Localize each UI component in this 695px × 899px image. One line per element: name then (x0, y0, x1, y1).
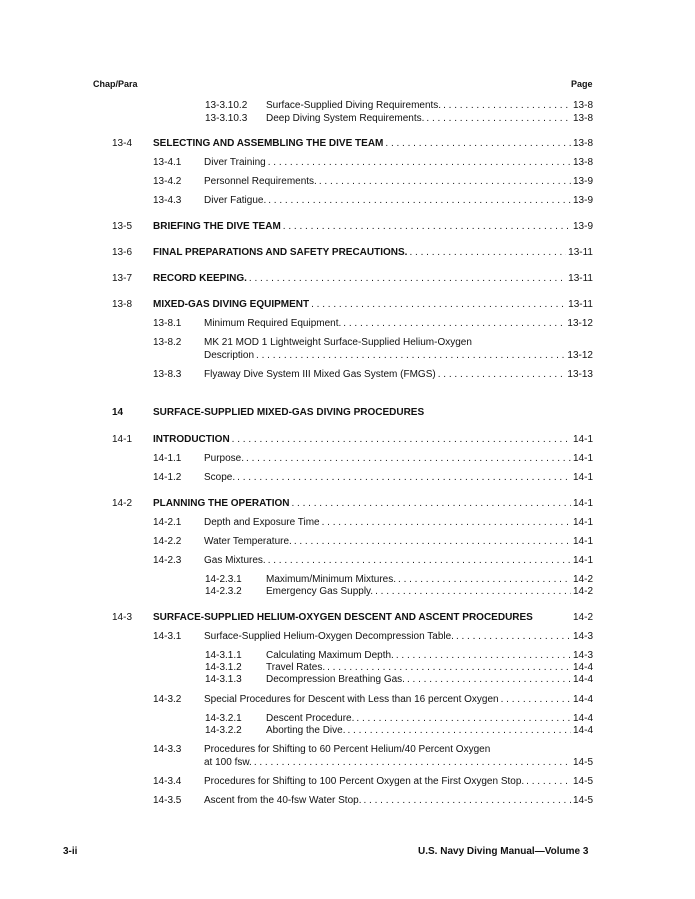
entry-number: 13-8.2 (153, 337, 182, 348)
entry-title: FINAL PREPARATIONS AND SAFETY PRECAUTIONS. (153, 247, 408, 258)
entry-title: Surface-Supplied Helium-Oxygen Decompression Table. (204, 631, 454, 642)
entry-page: 13-12 (567, 350, 593, 361)
entry-page: 14-4 (572, 662, 593, 673)
entry-number: 14-3.2.1 (205, 713, 242, 724)
entry-number: 14-2.3.2 (205, 586, 242, 597)
toc-entry (205, 650, 593, 662)
entry-number: 13-3.10.2 (205, 100, 248, 111)
entry-title: Minimum Required Equipment. (204, 318, 342, 329)
entry-page: 14-4 (572, 713, 593, 724)
entry-page: 14-5 (572, 795, 593, 806)
toc-entry (153, 776, 593, 788)
toc-entry (153, 453, 593, 465)
entry-number: 14-2.3 (153, 555, 182, 566)
entry-title: RECORD KEEPING. (153, 273, 247, 284)
entry-title: MK 21 MOD 1 Lightweight Surface-Supplied Helium-Oxygen (204, 337, 472, 348)
entry-number: 14-1.1 (153, 453, 182, 464)
entry-title: Scope. (204, 472, 236, 483)
entry-page: 13-8 (572, 157, 593, 168)
toc-entry (153, 555, 593, 567)
toc-entry (153, 517, 593, 529)
toc-entry (153, 472, 593, 484)
entry-number: 13-8.1 (153, 318, 182, 329)
entry-title: Personnel Requirements. (204, 176, 317, 187)
entry-title: Depth and Exposure Time (204, 517, 320, 528)
toc-entry (153, 369, 593, 381)
toc-entry-continuation (204, 350, 593, 362)
entry-title: Maximum/Minimum Mixtures. (266, 574, 397, 585)
entry-page: 14-1 (572, 434, 593, 445)
entry-number: 13-4.3 (153, 195, 182, 206)
entry-title: Ascent from the 40-fsw Water Stop. (204, 795, 362, 806)
entry-page: 13-9 (572, 221, 593, 232)
entry-title: Procedures for Shifting to 100 Percent Oxygen at the First Oxygen Stop. (204, 776, 525, 787)
entry-number: 14-3.2 (153, 694, 182, 705)
toc-entry (205, 574, 593, 586)
toc-section-entry (112, 434, 593, 446)
chapter-number: 14 (112, 407, 124, 418)
column-header-chap-para: Chap/Para (93, 79, 138, 89)
entry-number: 14-2.3.1 (205, 574, 242, 585)
entry-title: Emergency Gas Supply. (266, 586, 374, 597)
entry-number: 14-3.1.3 (205, 674, 242, 685)
entry-page: 13-8 (572, 138, 593, 149)
entry-title: Special Procedures for Descent with Less than 16 percent Oxygen (204, 694, 499, 705)
entry-page: 14-1 (572, 555, 593, 566)
toc-section-entry (112, 247, 593, 259)
entry-title: Travel Rates. (266, 662, 326, 673)
entry-page: 14-4 (572, 725, 593, 736)
entry-page: 13-11 (568, 273, 593, 284)
toc-entry (205, 586, 593, 598)
entry-page: 13-11 (568, 247, 593, 258)
entry-number: 13-4.2 (153, 176, 182, 187)
toc-entry (205, 662, 593, 674)
entry-page: 14-5 (572, 757, 593, 768)
toc-section-entry (112, 299, 593, 311)
entry-number: 13-6 (112, 247, 133, 258)
entry-number: 14-3.1 (153, 631, 182, 642)
entry-number: 13-4 (112, 138, 133, 149)
manual-title: U.S. Navy Diving Manual—Volume 3 (418, 846, 589, 857)
entry-page: 13-9 (572, 195, 593, 206)
entry-title: Calculating Maximum Depth. (266, 650, 394, 661)
entry-number: 14-3.2.2 (205, 725, 242, 736)
toc-entry (205, 674, 593, 686)
entry-page: 13-8 (572, 100, 593, 111)
entry-number: 13-8 (112, 299, 133, 310)
column-header-page: Page (571, 79, 593, 89)
entry-title-continuation: Description (204, 350, 255, 361)
entry-number: 13-7 (112, 273, 133, 284)
toc-section-entry (112, 221, 593, 233)
entry-page: 14-1 (572, 536, 593, 547)
entry-title: SURFACE-SUPPLIED HELIUM-OXYGEN DESCENT AND ASCENT PROCEDURES (153, 612, 533, 623)
toc-entry (205, 100, 593, 112)
entry-number: 14-3.5 (153, 795, 182, 806)
entry-number: 14-2 (112, 498, 133, 509)
toc-entry (205, 713, 593, 725)
entry-number: 14-3.3 (153, 744, 182, 755)
entry-page: 14-4 (572, 674, 593, 685)
entry-title: Diver Training (204, 157, 266, 168)
entry-title: MIXED-GAS DIVING EQUIPMENT (153, 299, 310, 310)
entry-number: 14-2.1 (153, 517, 182, 528)
entry-page: 13-9 (572, 176, 593, 187)
entry-number: 13-8.3 (153, 369, 182, 380)
entry-page: 14-1 (572, 472, 593, 483)
toc-entry (153, 694, 593, 706)
toc-entry-continuation (204, 757, 593, 769)
entry-page: 14-2 (572, 612, 593, 623)
entry-title: Water Temperature. (204, 536, 292, 547)
entry-number: 13-4.1 (153, 157, 182, 168)
toc-entry (153, 795, 593, 807)
toc-entry (205, 725, 593, 737)
entry-title: SELECTING AND ASSEMBLING THE DIVE TEAM (153, 138, 384, 149)
entry-page: 14-4 (572, 694, 593, 705)
entry-number: 14-1.2 (153, 472, 182, 483)
toc-entry (153, 157, 593, 169)
toc-section-entry (112, 273, 593, 285)
toc-section-entry (112, 138, 593, 150)
entry-number: 13-5 (112, 221, 133, 232)
entry-page: 14-3 (572, 650, 593, 661)
entry-title: Descent Procedure. (266, 713, 355, 724)
entry-number: 13-3.10.3 (205, 113, 248, 124)
toc-entry (153, 176, 593, 188)
entry-number: 14-3.1.2 (205, 662, 242, 673)
entry-title: Diver Fatigue. (204, 195, 267, 206)
entry-page: 14-3 (572, 631, 593, 642)
entry-page: 14-2 (572, 586, 593, 597)
entry-page: 14-1 (572, 453, 593, 464)
entry-page: 13-11 (568, 299, 593, 310)
entry-page: 13-8 (572, 113, 593, 124)
entry-title: PLANNING THE OPERATION (153, 498, 290, 509)
entry-page: 14-5 (572, 776, 593, 787)
entry-title: Aborting the Dive. (266, 725, 346, 736)
entry-page: 13-13 (567, 369, 593, 380)
entry-title: Gas Mixtures. (204, 555, 266, 566)
entry-title: Deep Diving System Requirements. (266, 113, 425, 124)
toc-section-entry (112, 612, 593, 624)
chapter-title: SURFACE-SUPPLIED MIXED-GAS DIVING PROCEDURES (153, 407, 425, 418)
entry-page: 13-12 (567, 318, 593, 329)
entry-number: 14-2.2 (153, 536, 182, 547)
entry-page: 14-1 (572, 498, 593, 509)
toc-entry (153, 337, 593, 349)
toc-chapter-heading (112, 407, 593, 419)
toc-entry (153, 536, 593, 548)
toc-entry (153, 195, 593, 207)
toc-entry (153, 631, 593, 643)
toc-entry (153, 318, 593, 330)
entry-number: 14-3 (112, 612, 133, 623)
entry-title: Purpose. (204, 453, 245, 464)
toc-entry (205, 113, 593, 125)
entry-title: INTRODUCTION (153, 434, 230, 445)
entry-title-continuation: at 100 fsw. (204, 757, 252, 768)
toc-section-entry (112, 498, 593, 510)
entry-number: 14-1 (112, 434, 133, 445)
entry-title: Surface-Supplied Diving Requirements. (266, 100, 442, 111)
entry-title: BRIEFING THE DIVE TEAM (153, 221, 281, 232)
toc-entry (153, 744, 593, 756)
entry-page: 14-2 (572, 574, 593, 585)
entry-title: Procedures for Shifting to 60 Percent Helium/40 Percent Oxygen (204, 744, 491, 755)
page-number: 3-ii (63, 846, 78, 857)
entry-number: 14-3.4 (153, 776, 182, 787)
entry-number: 14-3.1.1 (205, 650, 242, 661)
entry-title: Flyaway Dive System III Mixed Gas System (FMGS) (204, 369, 436, 380)
entry-title: Decompression Breathing Gas. (266, 674, 405, 685)
entry-page: 14-1 (572, 517, 593, 528)
